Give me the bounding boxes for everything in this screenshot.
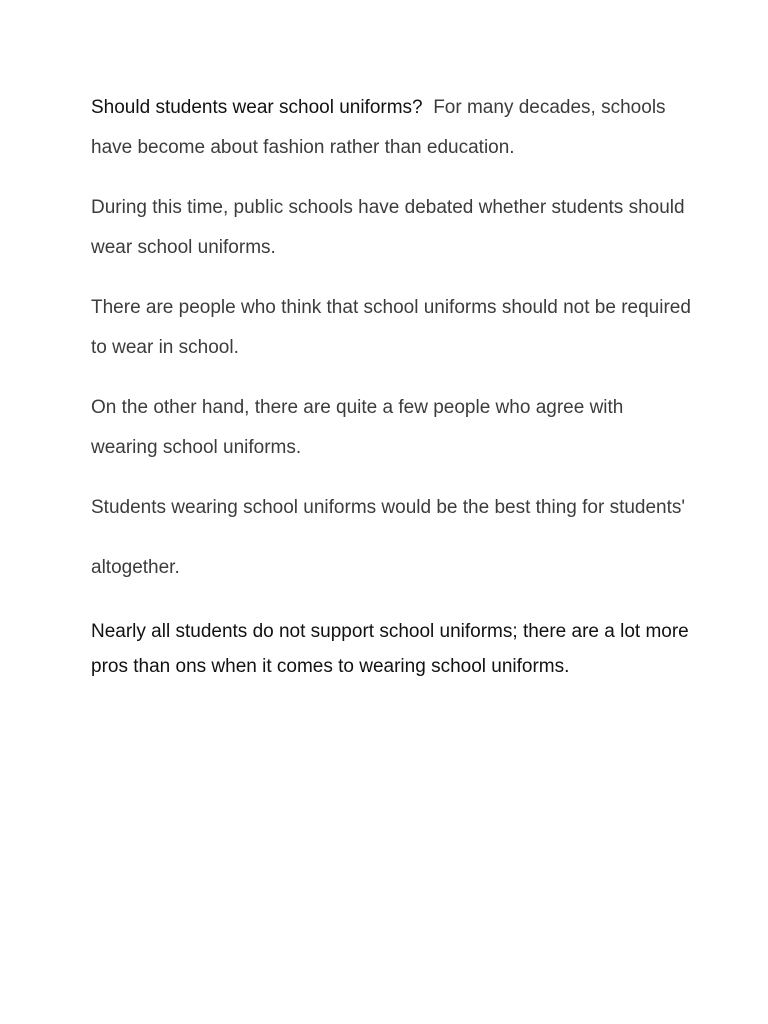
document-body xyxy=(91,88,691,684)
paragraph-6: altogether. xyxy=(91,557,180,578)
paragraph-4: On the other hand, there are quite a few people who agree with wearing school uniforms. xyxy=(91,397,624,458)
paragraph-1-text: For many decades, schools have become about fashion rather than education. xyxy=(91,97,666,158)
paragraph-3: There are people who think that school uniforms should not be required to wear in school. xyxy=(91,297,691,358)
question-lead: Should students wear school uniforms? xyxy=(91,97,423,118)
paragraph-7: Nearly all students do not support school uniforms; there are a lot more pros than ons when it comes to wearing school uniforms. xyxy=(91,621,689,677)
paragraph-2: During this time, public schools have debated whether students should wear school uniforms. xyxy=(91,197,685,258)
paragraph-1 xyxy=(91,88,691,168)
paragraph-5: Students wearing school uniforms would be the best thing for students' xyxy=(91,497,686,518)
